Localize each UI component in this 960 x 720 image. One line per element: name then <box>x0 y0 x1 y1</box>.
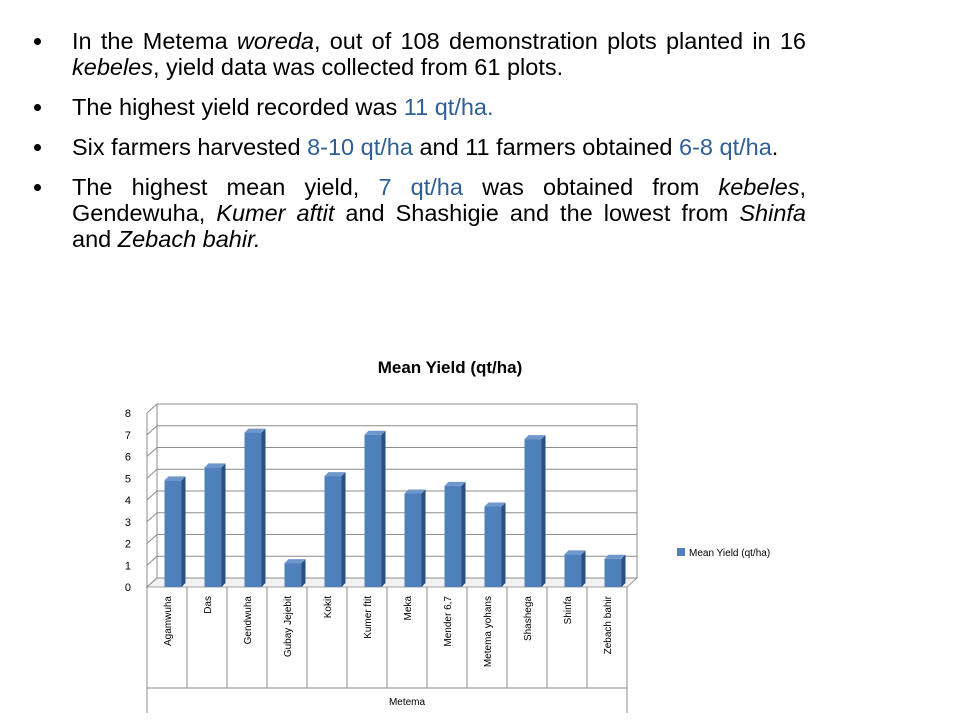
bullet-text-run: and Shashigie and the lowest from <box>334 200 740 226</box>
bullet-text-run: , out of 108 demonstration plots planted in 16 <box>313 28 806 54</box>
x-tick-label: Metema yohans <box>483 596 494 668</box>
bar <box>325 476 342 587</box>
x-tick-label: Shashega <box>523 596 534 642</box>
bullet-text-run: The highest mean yield, <box>72 174 379 200</box>
bar <box>205 467 222 587</box>
bar-side <box>582 550 586 587</box>
bullet-text-run: 8-10 qt/ha <box>307 134 413 160</box>
bar-side <box>262 429 266 587</box>
bullet-text-run: 11 qt/ha. <box>403 94 494 120</box>
bar-side <box>382 431 386 587</box>
bullet-text-run: kebeles <box>718 174 800 200</box>
bar-side <box>422 489 426 587</box>
bullet-text-run: woreda <box>236 28 314 54</box>
bullet-text-run: The highest yield recorded was <box>72 94 404 120</box>
bullet-text-run: 7 qt/ha <box>378 174 463 200</box>
bullet-text-run: Shinfa <box>739 200 806 226</box>
bar <box>565 554 582 587</box>
group-label: Metema <box>388 697 426 708</box>
legend-label: Mean Yield (qt/ha) <box>689 548 771 559</box>
bullet-text-run: and <box>72 226 118 252</box>
bar-side <box>622 555 626 587</box>
bar <box>605 559 622 587</box>
bullet-text-run: Kumer aftit <box>216 200 335 226</box>
y-tick-label: 5 <box>124 473 131 486</box>
x-tick-label: Gendwuha <box>243 596 254 645</box>
bar <box>525 439 542 587</box>
x-tick-label: Gubay Jejebit <box>283 596 294 658</box>
y-tick-label: 4 <box>124 495 131 507</box>
chart-title: Mean Yield (qt/ha) <box>377 358 523 377</box>
y-tick-label: 3 <box>124 516 131 529</box>
y-tick-label: 1 <box>124 560 131 573</box>
gridline <box>147 404 637 413</box>
bar-side <box>182 476 186 587</box>
bullet-text-run: and 11 farmers obtained <box>412 134 679 160</box>
y-tick-label: 2 <box>124 538 131 551</box>
bar <box>445 486 462 587</box>
x-tick-label: Zebach bahir <box>603 596 614 655</box>
bullet-text-run: was obtained from <box>462 174 719 200</box>
x-tick-label: Kokit <box>323 596 334 619</box>
bar-side <box>302 559 306 587</box>
gridline <box>147 448 637 457</box>
bullet-text-run: In the Metema <box>72 28 237 54</box>
bullet-text-run: . <box>771 134 779 160</box>
gridline <box>147 426 637 435</box>
bar-side <box>462 482 466 587</box>
bullet-text-run: kebeles <box>72 54 153 80</box>
bullet-text-run: , Gendewuha, <box>72 174 806 226</box>
y-tick-label: 6 <box>124 451 131 464</box>
bar <box>245 433 262 587</box>
bar <box>285 563 302 587</box>
bar-side <box>222 463 226 587</box>
bar <box>365 435 382 587</box>
bar-side <box>342 472 346 587</box>
x-tick-label: Shinfa <box>563 596 574 625</box>
bullet-text-run: Six farmers harvested <box>72 134 308 160</box>
x-tick-label: Meka <box>403 596 414 621</box>
bar <box>405 493 422 587</box>
x-tick-label: Kumer ftit <box>363 596 374 639</box>
bar-side <box>542 435 546 587</box>
y-tick-label: 0 <box>124 582 131 594</box>
x-tick-label: Agamwuha <box>163 596 174 647</box>
y-tick-label: 7 <box>124 429 131 442</box>
bullet-text-run: , yield data was collected from 61 plots. <box>153 54 564 80</box>
bullet-text-run: Zebach bahir. <box>117 226 261 252</box>
y-tick-label: 8 <box>124 408 131 420</box>
bar <box>165 480 182 587</box>
legend-swatch <box>677 548 685 556</box>
x-tick-label: Mender 6,7 <box>443 596 454 647</box>
bullet-text-run: 6-8 qt/ha <box>679 134 772 160</box>
bar-side <box>502 503 506 587</box>
bar <box>485 507 502 587</box>
x-tick-label: Das <box>203 596 214 614</box>
